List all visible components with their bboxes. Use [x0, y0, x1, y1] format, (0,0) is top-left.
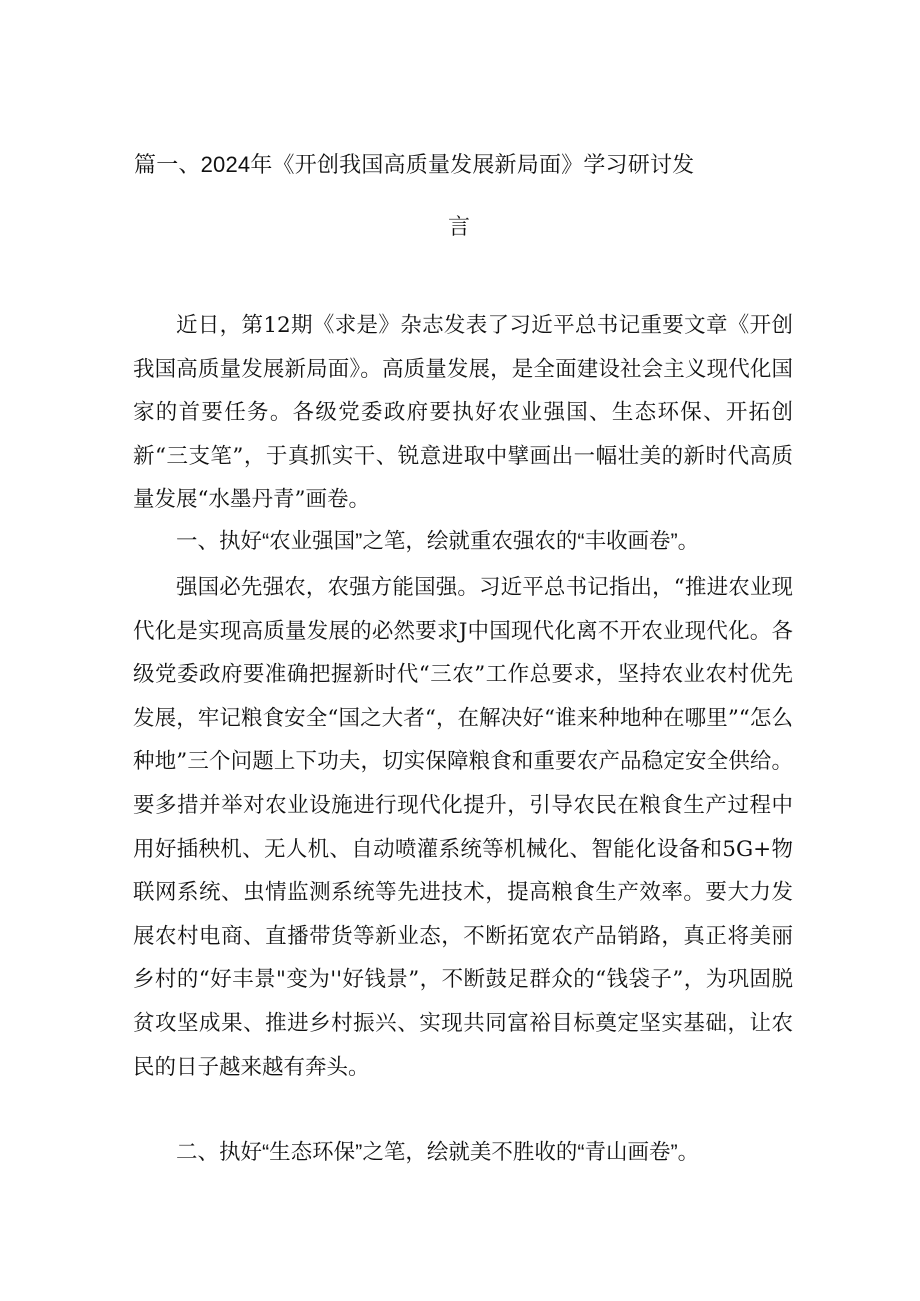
document-title-line2: 言 [448, 214, 471, 239]
section-paragraph-1: 强国必先强农，农强方能国强。习近平总书记指出，“推进农业现代化是实现高质量发展的必然要求J中国现代化离不开农业现代化。各级党委政府要准确把握新时代“三农”工作总要求，坚持农业农村优先发展，牢记粮食安全“国之大者“，在解决好“谁来种地种在哪里”“怎么种地”三个问题上下功夫，切实保障粮食和重要农产品稳定安全供给。要多措并举对农业设施进行现代化提升，引导农民在粮食生产过程中用好插秧机、无人机、自动喷灌系统等机械化、智能化设备和5G+物联网系统、虫情监测系统等先进技术，提高粮食生产效率。要大力发展农村电商、直播带货等新业态，不断拓宽农产品销路，真正将美丽乡村的“好丰景"变为''好钱景”，不断鼓足群众的“钱袋子”，为巩固脱贫攻坚成果、推进乡村振兴、实现共同富裕目标奠定坚实基础，让农民的日子越来越有奔头。 [133, 575, 793, 1080]
section-heading-1: 一、执好“农业强国”之笔，绘就重农强农的“丰收画卷”。 [176, 529, 700, 553]
section-heading-2: 二、执好“生态环保”之笔，绘就美不胜收的“青山画卷”。 [176, 1140, 700, 1164]
intro-paragraph: 近日，第12期《求是》杂志发表了习近平总书记重要文章《开创我国高质量发展新局面》。高质量发展，是全面建设社会主义现代化国家的首要任务。各级党委政府要执好农业强国、生态环保、开拓创新“三支笔”，于真抓实干、锐意进取中擘画出一幅壮美的新时代高质量发展“水墨丹青”画卷。 [133, 313, 793, 513]
document-title-line1: 篇一、2024年《开创我国高质量发展新局面》学习研讨发 [134, 152, 695, 177]
